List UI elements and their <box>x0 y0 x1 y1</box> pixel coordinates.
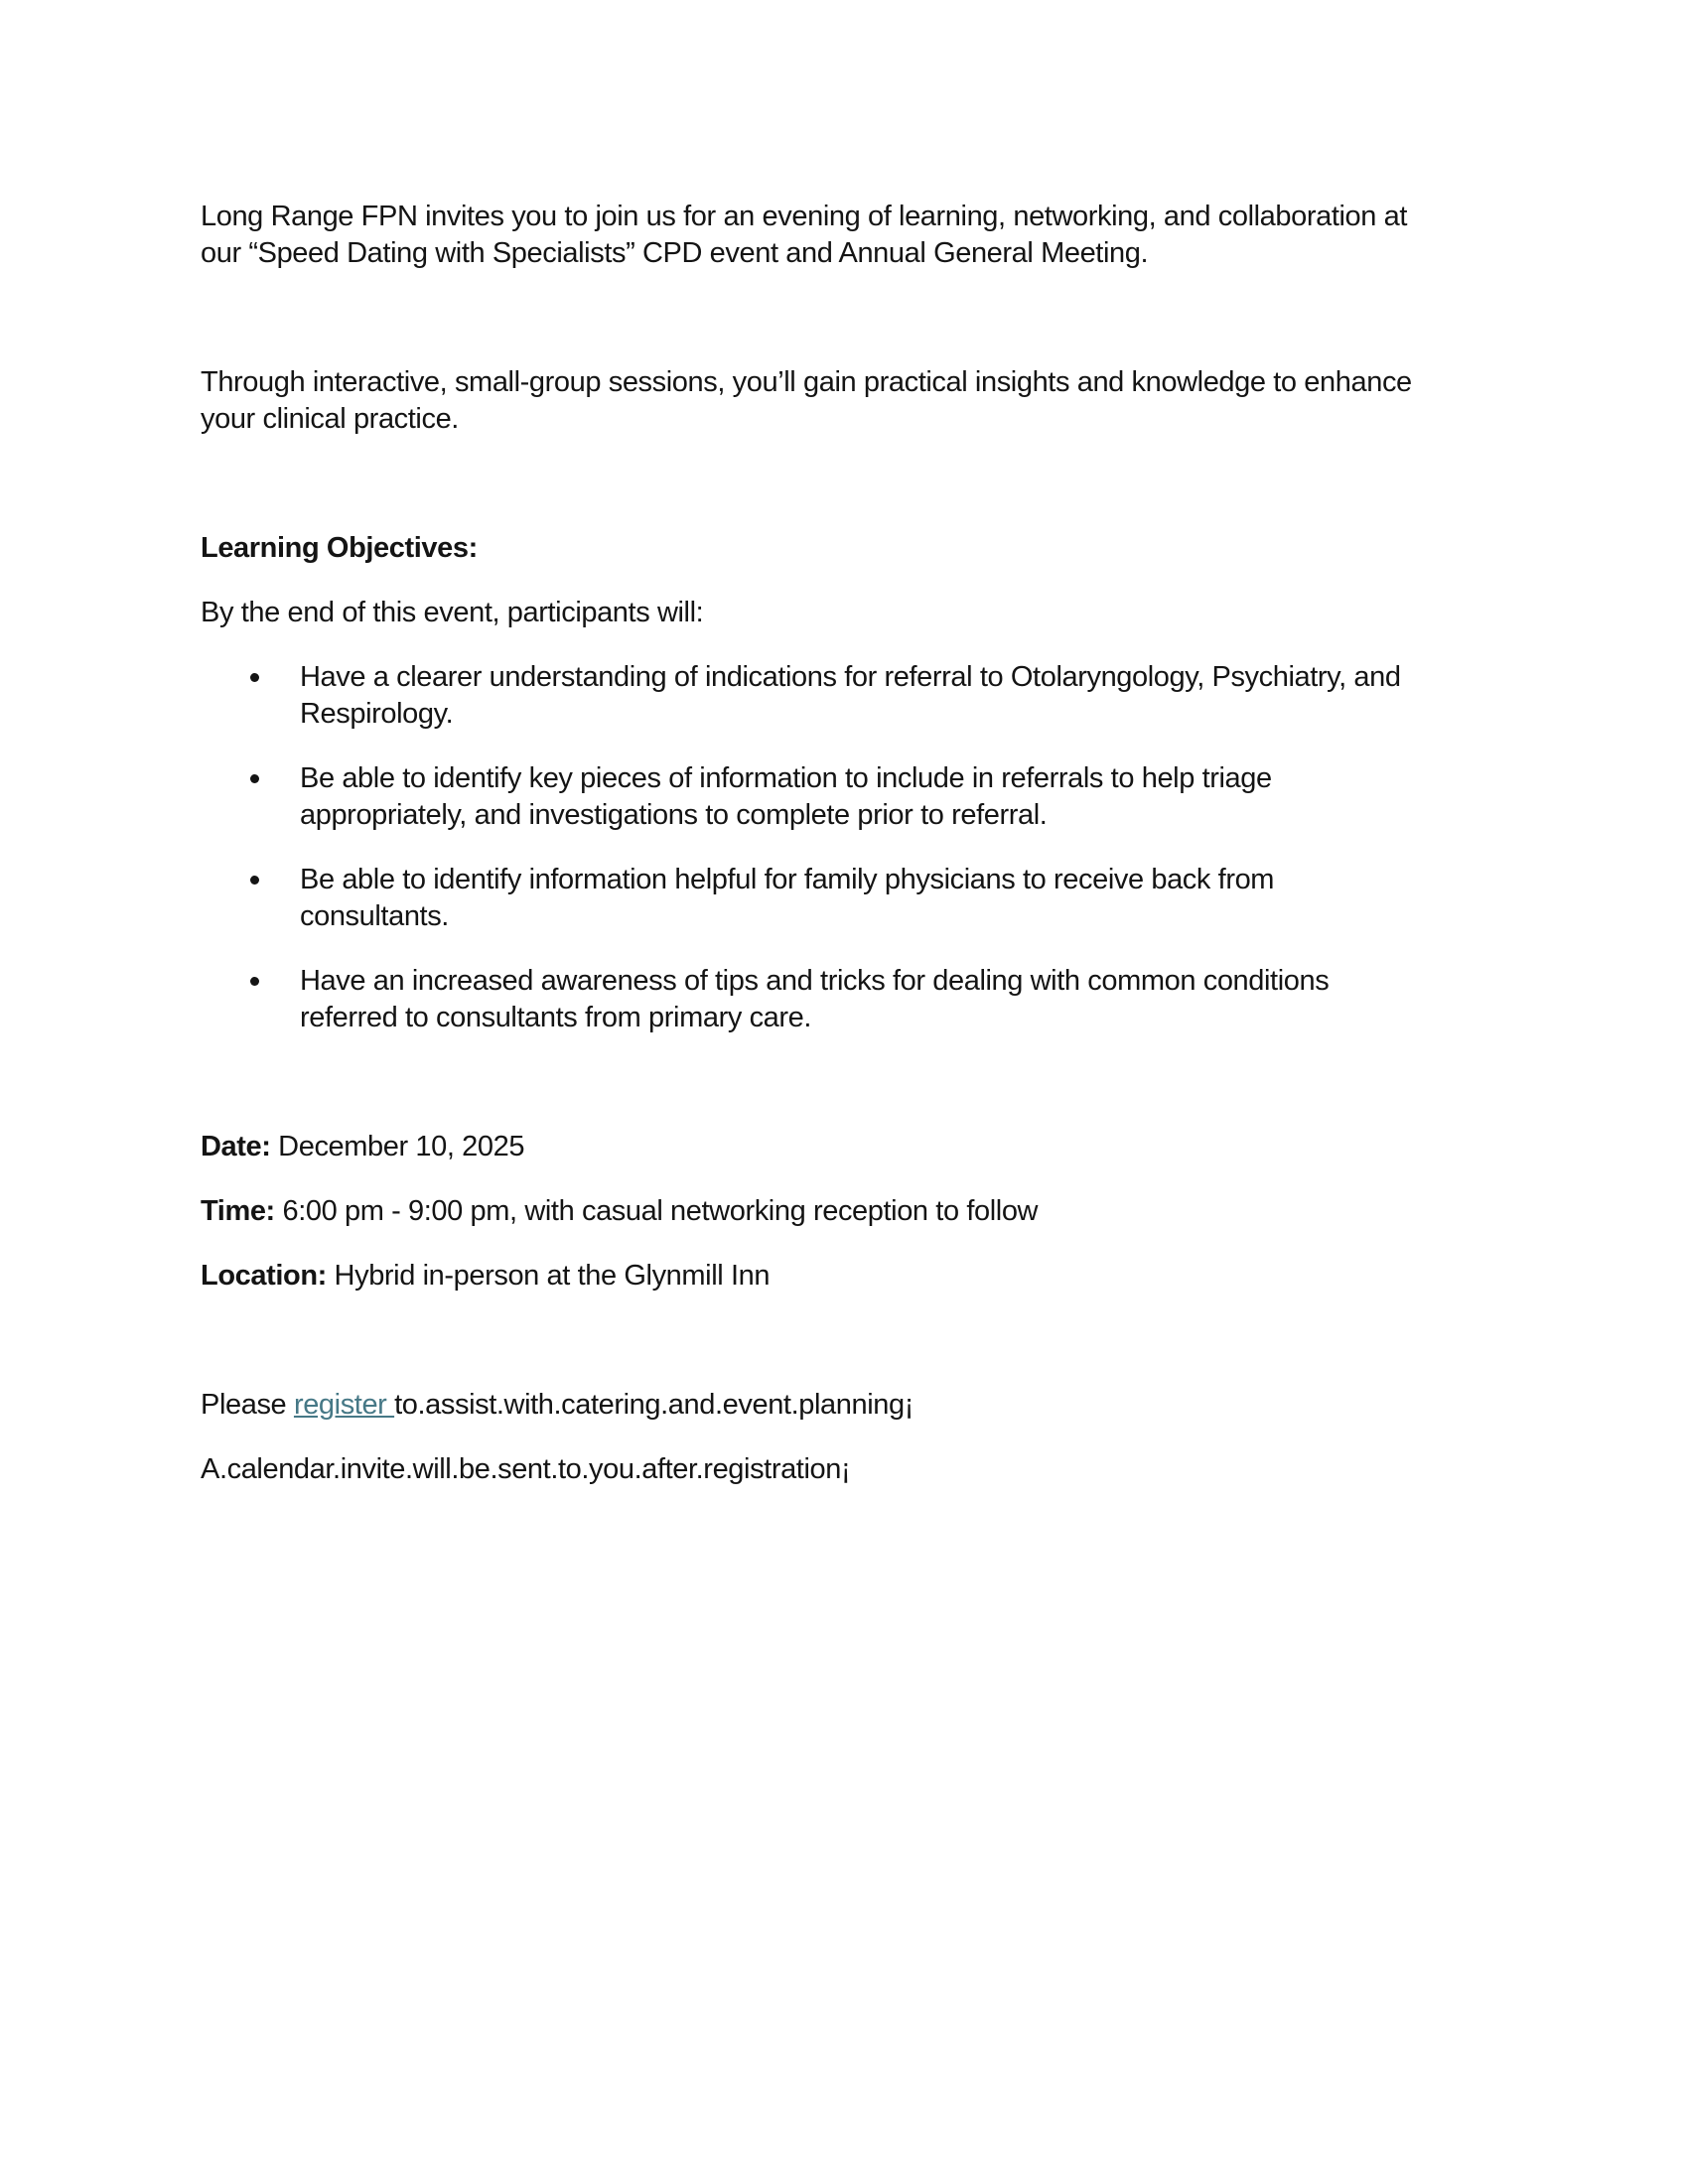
date-value: December 10, 2025 <box>270 1131 525 1162</box>
bullet-1-line-2: Respirology. <box>300 698 454 730</box>
overview-paragraph <box>201 364 1489 438</box>
blank-paragraph <box>201 466 1489 530</box>
blank-paragraph <box>201 1064 1489 1129</box>
objectives-heading-text: Learning Objectives: <box>201 532 478 564</box>
intro-line-1: Long Range FPN invites you to join us for an evening of learning, networking, and collaboration at <box>201 201 1408 232</box>
objectives-lead: By the end of this event, participants will: <box>201 597 704 628</box>
time-label: Time: <box>201 1195 275 1227</box>
list-item <box>201 862 1489 935</box>
bullet-2-line-1: Be able to identify key pieces of information to include in referrals to help triage <box>300 762 1272 794</box>
registration-note: A.calendar.invite.will.be.sent.to.you.after.registration¡ <box>201 1453 851 1485</box>
objectives-heading <box>201 530 1489 567</box>
bullet-2-line-2: appropriately, and investigations to complete prior to referral. <box>300 799 1048 831</box>
detail-time <box>201 1193 1489 1230</box>
location-value: Hybrid in-person at the Glynmill Inn <box>326 1260 771 1292</box>
register-link[interactable]: register <box>293 1389 395 1421</box>
overview-line-2: your clinical practice. <box>201 403 459 435</box>
objectives-list <box>201 659 1489 1036</box>
time-value: 6:00 pm - 9:00 pm, with casual networking reception to follow <box>274 1195 1039 1227</box>
detail-location <box>201 1258 1489 1295</box>
registration-prefix: Please <box>201 1389 294 1421</box>
bullet-1-line-1: Have a clearer understanding of indications for referral to Otolaryngology, Psychiatry, and <box>300 661 1401 693</box>
detail-date <box>201 1129 1489 1165</box>
bullet-3-line-1: Be able to identify information helpful for family physicians to receive back from <box>300 864 1275 895</box>
bullet-4-line-1: Have an increased awareness of tips and tricks for dealing with common conditions <box>300 965 1330 997</box>
overview-line-1: Through interactive, small-group sessions, you’ll gain practical insights and knowledge to enhance <box>201 366 1412 398</box>
list-item <box>201 659 1489 733</box>
registration-suffix: to.assist.with.catering.and.event.planning¡ <box>394 1389 914 1421</box>
list-item <box>201 963 1489 1036</box>
date-label: Date: <box>201 1131 271 1162</box>
registration-paragraph <box>201 1387 1489 1424</box>
intro-paragraph <box>201 199 1489 272</box>
intro-line-2: our “Speed Dating with Specialists” CPD event and Annual General Meeting. <box>201 237 1149 269</box>
list-item <box>201 760 1489 834</box>
location-label: Location: <box>201 1260 327 1292</box>
blank-paragraph <box>201 300 1489 364</box>
bullet-4-line-2: referred to consultants from primary care. <box>300 1002 812 1033</box>
blank-paragraph <box>201 1322 1489 1387</box>
bullet-3-line-2: consultants. <box>300 900 449 932</box>
